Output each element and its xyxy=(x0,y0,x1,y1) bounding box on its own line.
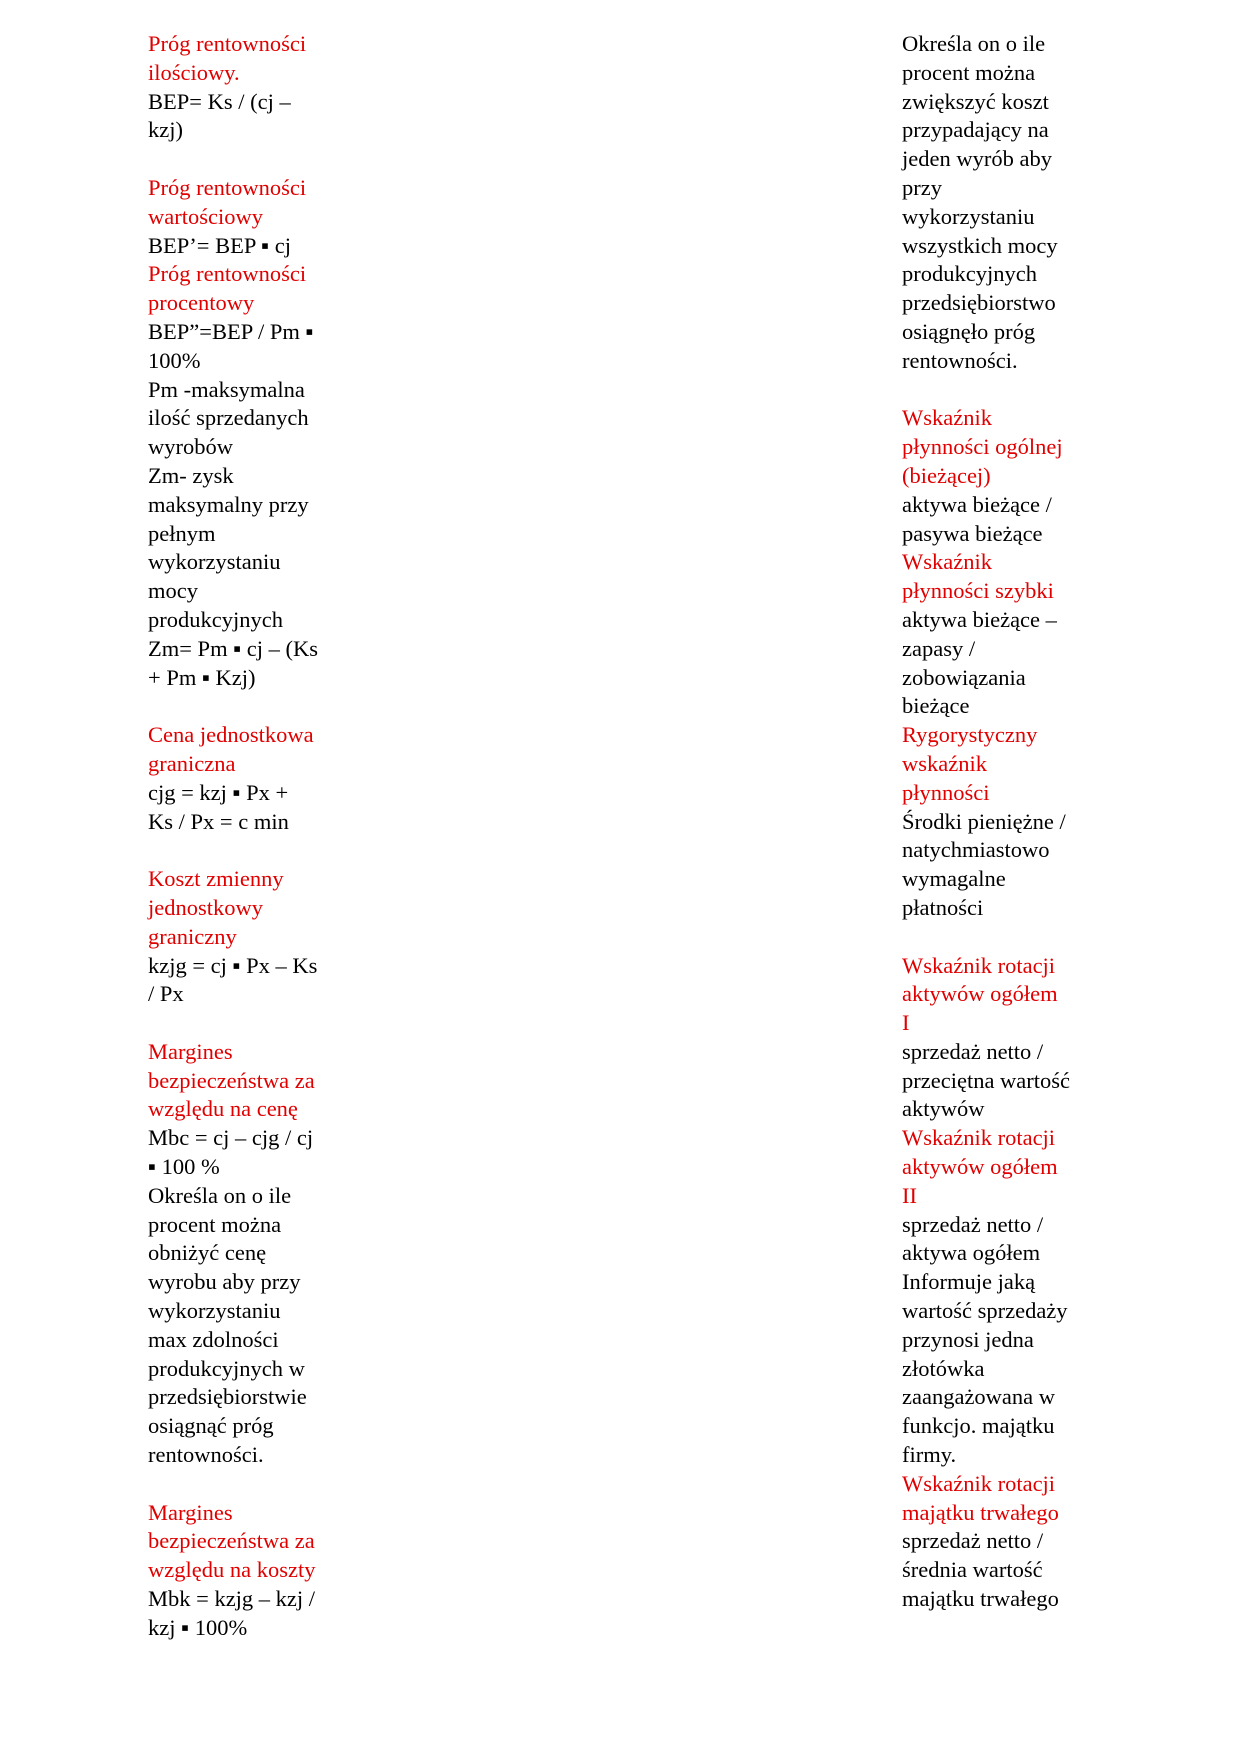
text-line: Mbk = kzjg – kzj / xyxy=(148,1586,316,1612)
paragraph-spacer xyxy=(148,1470,348,1499)
heading-line: bezpieczeństwa za xyxy=(148,1528,315,1554)
heading-line: aktywów ogółem xyxy=(902,981,1058,1007)
text-line: 100% xyxy=(148,347,201,373)
text-line: rentowności. xyxy=(148,1442,264,1468)
heading-line: ilościowy. xyxy=(148,59,240,85)
section-heading xyxy=(902,548,1102,606)
text-line: pełnym xyxy=(148,520,216,546)
text-line: płatności xyxy=(902,894,984,920)
heading-line: Próg rentowności xyxy=(148,31,307,56)
formula-text xyxy=(148,1124,348,1470)
heading-line: Margines xyxy=(148,1038,233,1064)
text-line: aktywa ogółem xyxy=(902,1240,1041,1266)
formula-text xyxy=(148,88,348,146)
text-line: bieżące xyxy=(902,693,970,719)
text-line: Pm -maksymalna xyxy=(148,376,305,402)
text-line: produkcyjnych xyxy=(902,261,1037,287)
text-line: Zm= Pm ▪ cj – (Ks xyxy=(148,635,319,661)
heading-line: Próg rentowności xyxy=(148,261,307,287)
heading-line: wartościowy xyxy=(148,203,263,229)
formula-text xyxy=(902,1527,1102,1613)
section-heading xyxy=(148,30,348,88)
text-line: zapasy / xyxy=(902,635,976,661)
text-line: Określa on o ile xyxy=(148,1182,292,1208)
heading-line: względu na koszty xyxy=(148,1557,316,1583)
text-line: kzj ▪ 100% xyxy=(148,1614,248,1640)
section-heading xyxy=(902,721,1102,807)
text-line: wykorzystaniu xyxy=(902,203,1035,229)
section-heading xyxy=(902,1124,1102,1210)
heading-line: (bieżącej) xyxy=(902,462,991,488)
text-line: wykorzystaniu xyxy=(148,549,281,575)
paragraph-spacer xyxy=(902,923,1102,952)
heading-line: względu na cenę xyxy=(148,1096,298,1122)
formula-text xyxy=(148,952,348,1010)
heading-line: Cena jednostkowa xyxy=(148,722,314,748)
text-line: procent można xyxy=(902,59,1036,85)
text-line: BEP’= BEP ▪ cj xyxy=(148,232,291,258)
text-line: Ks / Px = c min xyxy=(148,808,289,834)
heading-line: jednostkowy xyxy=(148,894,263,920)
heading-line: Koszt zmienny xyxy=(148,866,284,892)
heading-line: majątku trwałego xyxy=(902,1499,1059,1525)
paragraph-spacer xyxy=(148,1009,348,1038)
text-line: ▪ 100 % xyxy=(148,1154,220,1180)
text-line: osiągnąć próg xyxy=(148,1413,274,1439)
section-heading xyxy=(148,721,348,779)
text-line: majątku trwałego xyxy=(902,1586,1059,1612)
formula-text xyxy=(902,808,1102,923)
paragraph-spacer xyxy=(148,836,348,865)
section-heading xyxy=(148,865,348,951)
text-line: aktywów xyxy=(902,1096,985,1122)
text-line: obniżyć cenę xyxy=(148,1240,267,1266)
text-line: średnia wartość xyxy=(902,1557,1043,1583)
text-line: kzjg = cj ▪ Px – Ks xyxy=(148,952,318,978)
formula-text xyxy=(148,1585,348,1643)
text-line: zobowiązania xyxy=(902,664,1026,690)
formula-text xyxy=(902,491,1102,549)
heading-line: graniczny xyxy=(148,923,237,949)
section-heading xyxy=(148,260,348,318)
section-heading xyxy=(902,1470,1102,1528)
text-line: osiągnęło próg xyxy=(902,318,1036,344)
heading-line: Wskaźnik rotacji xyxy=(902,952,1056,978)
text-line: zwiększyć koszt xyxy=(902,88,1049,114)
heading-line: aktywów ogółem xyxy=(902,1154,1058,1180)
text-line: maksymalny przy xyxy=(148,491,309,517)
formula-text xyxy=(902,1038,1102,1124)
text-line: procent można xyxy=(148,1211,282,1237)
heading-line: Rygorystyczny xyxy=(902,722,1038,748)
text-line: max zdolności xyxy=(148,1326,279,1352)
text-line: wyrobów xyxy=(148,434,233,460)
heading-line: Wskaźnik xyxy=(902,405,992,431)
text-line: jeden wyrób aby xyxy=(902,146,1052,172)
formula-text xyxy=(148,232,348,261)
text-line: produkcyjnych w xyxy=(148,1355,305,1381)
text-line: przypadający na xyxy=(902,117,1049,143)
text-line: wszystkich mocy xyxy=(902,232,1058,258)
text-line: sprzedaż netto / xyxy=(902,1528,1044,1554)
text-line: przedsiębiorstwie xyxy=(148,1384,307,1410)
text-line: sprzedaż netto / xyxy=(902,1211,1044,1237)
text-line: Informuje jaką xyxy=(902,1269,1036,1295)
formula-text xyxy=(902,606,1102,721)
heading-line: Wskaźnik rotacji xyxy=(902,1470,1056,1496)
text-line: Określa on o ile xyxy=(902,31,1046,56)
text-line: przedsiębiorstwo xyxy=(902,290,1056,316)
text-line: Mbc = cj – cjg / cj xyxy=(148,1125,314,1151)
text-line: firmy. xyxy=(902,1442,957,1468)
heading-line: wskaźnik xyxy=(902,750,987,776)
paragraph-spacer xyxy=(148,692,348,721)
formula-text xyxy=(902,30,1102,376)
text-line: aktywa bieżące / xyxy=(902,491,1052,517)
text-line: sprzedaż netto / xyxy=(902,1038,1044,1064)
heading-line: I xyxy=(902,1010,910,1036)
section-heading xyxy=(148,1038,348,1124)
text-line: kzj) xyxy=(148,117,183,143)
text-line: Środki pieniężne / xyxy=(902,808,1066,834)
text-line: rentowności. xyxy=(902,347,1018,373)
text-line: przeciętna wartość xyxy=(902,1067,1071,1093)
heading-line: II xyxy=(902,1182,917,1208)
text-line: wyrobu aby przy xyxy=(148,1269,301,1295)
heading-line: płynności szybki xyxy=(902,578,1054,604)
text-line: + Pm ▪ Kzj) xyxy=(148,664,256,690)
text-line: wartość sprzedaży xyxy=(902,1298,1068,1324)
text-line: wymagalne xyxy=(902,866,1006,892)
text-line: zaangażowana w xyxy=(902,1384,1056,1410)
heading-line: płynności xyxy=(902,779,990,805)
text-line: funkcjo. majątku xyxy=(902,1413,1055,1439)
heading-line: Wskaźnik xyxy=(902,549,992,575)
formula-text xyxy=(148,318,348,692)
text-line: wykorzystaniu xyxy=(148,1298,281,1324)
formula-text xyxy=(902,1211,1102,1470)
text-line: aktywa bieżące – xyxy=(902,606,1057,632)
text-line: ilość sprzedanych xyxy=(148,405,309,431)
text-line: pasywa bieżące xyxy=(902,520,1043,546)
right-column xyxy=(902,30,1102,1614)
section-heading xyxy=(902,952,1102,1038)
text-line: BEP= Ks / (cj – xyxy=(148,88,291,114)
heading-line: procentowy xyxy=(148,290,255,316)
text-line: złotówka xyxy=(902,1355,985,1381)
paragraph-spacer xyxy=(902,376,1102,405)
heading-line: Wskaźnik rotacji xyxy=(902,1125,1056,1151)
section-heading xyxy=(902,404,1102,490)
heading-line: Margines xyxy=(148,1499,233,1525)
heading-line: Próg rentowności xyxy=(148,174,307,200)
left-column xyxy=(148,30,348,1643)
heading-line: graniczna xyxy=(148,750,236,776)
text-line: przy xyxy=(902,174,942,200)
text-line: mocy xyxy=(148,578,198,604)
formula-text xyxy=(148,779,348,837)
text-line: Zm- zysk xyxy=(148,462,234,488)
text-line: BEP”=BEP / Pm ▪ xyxy=(148,318,314,344)
text-line: produkcyjnych xyxy=(148,606,283,632)
text-line: / Px xyxy=(148,981,184,1007)
heading-line: bezpieczeństwa za xyxy=(148,1067,315,1093)
heading-line: płynności ogólnej xyxy=(902,434,1063,460)
section-heading xyxy=(148,174,348,232)
text-line: cjg = kzj ▪ Px + xyxy=(148,779,289,805)
section-heading xyxy=(148,1499,348,1585)
text-line: przynosi jedna xyxy=(902,1326,1034,1352)
text-line: natychmiastowo xyxy=(902,837,1050,863)
paragraph-spacer xyxy=(148,145,348,174)
